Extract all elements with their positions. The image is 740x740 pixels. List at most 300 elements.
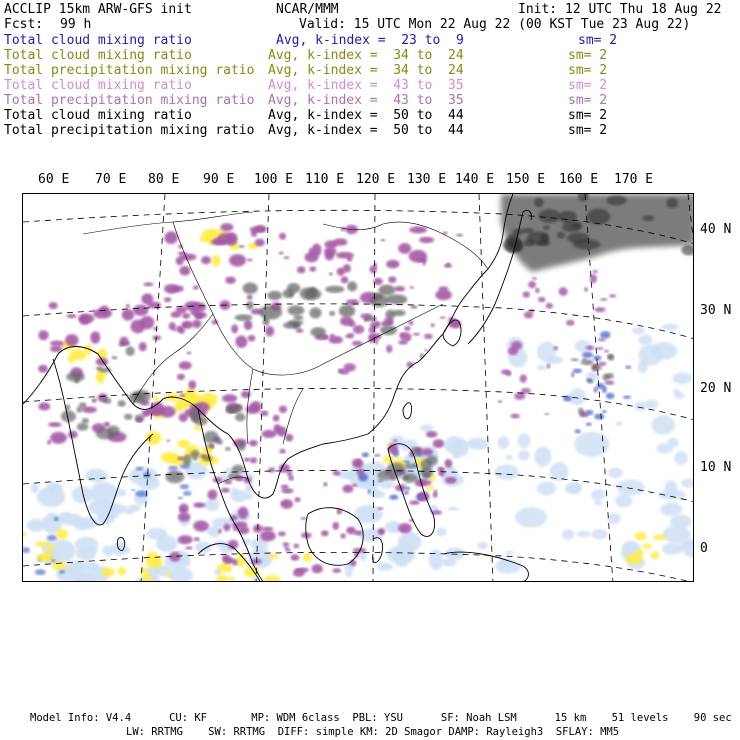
high-cloud-region <box>291 554 300 561</box>
low-cloud-dense <box>136 467 143 471</box>
legend-smoothing: sm= 2 <box>568 108 608 123</box>
high-cloud-region <box>182 313 190 319</box>
high-cloud-region <box>352 484 358 487</box>
model-info-line1: Model Info: V4.4 CU: KF MP: WDM 6class PBL: YSU SF: Noah LSM 15 km 51 levels 90 sec <box>30 712 732 724</box>
longitude-label: 130 E <box>407 172 447 187</box>
low-cloud-dense <box>606 393 615 399</box>
high-cloud-region <box>520 374 527 382</box>
cloud-fields <box>23 194 694 582</box>
high-cloud-region <box>193 502 205 508</box>
low-cloud-region <box>195 542 212 554</box>
high-cloud-region <box>535 288 540 293</box>
high-cloud-region <box>337 267 346 275</box>
map-canvas <box>23 194 694 582</box>
low-cloud-dense <box>59 570 65 574</box>
mid-cloud-region <box>634 532 646 541</box>
top-cloud-region <box>246 301 254 310</box>
low-cloud-dense <box>23 547 30 553</box>
high-cloud-region <box>523 291 530 297</box>
mid-cloud-region <box>653 534 666 540</box>
low-cloud-region <box>60 512 72 519</box>
high-cloud-region <box>378 528 385 535</box>
low-cloud-region <box>338 471 356 479</box>
high-cloud-region <box>197 314 203 318</box>
low-cloud-region <box>568 482 582 493</box>
low-cloud-dense <box>600 331 610 338</box>
top-cloud-region <box>607 354 613 359</box>
top-cloud-region <box>77 423 89 431</box>
longitude-label: 90 E <box>203 172 235 187</box>
high-cloud-region <box>411 305 418 309</box>
latitude-label: 10 N <box>700 460 732 475</box>
top-cloud-region <box>310 327 326 337</box>
top-cloud-region <box>392 310 405 316</box>
legend-smoothing: sm= 2 <box>568 123 608 138</box>
high-cloud-region <box>188 380 196 389</box>
low-cloud-region <box>562 529 575 539</box>
top-cloud-region <box>559 211 577 224</box>
high-cloud-region <box>122 309 134 321</box>
high-cloud-region <box>90 331 100 343</box>
low-cloud-region <box>592 529 608 539</box>
low-cloud-region <box>506 455 513 461</box>
high-cloud-region <box>510 414 520 419</box>
high-cloud-region <box>456 234 463 237</box>
low-cloud-region <box>670 514 692 528</box>
mid-cloud-region <box>211 255 220 267</box>
mid-cloud-region <box>199 236 209 242</box>
high-cloud-region <box>179 266 190 276</box>
longitude-label: 170 E <box>614 172 654 187</box>
top-cloud-region <box>534 198 544 208</box>
high-cloud-region <box>244 458 251 462</box>
high-cloud-region <box>434 490 438 495</box>
high-cloud-region <box>176 326 182 333</box>
high-cloud-region <box>321 530 329 536</box>
low-cloud-region <box>76 546 97 561</box>
low-cloud-dense <box>368 489 371 493</box>
low-cloud-dense <box>54 517 59 521</box>
low-cloud-region <box>623 542 637 555</box>
mid-cloud-region <box>42 552 54 558</box>
high-cloud-region <box>566 320 575 326</box>
high-cloud-region <box>192 320 201 329</box>
latitude-label: 30 N <box>700 303 732 318</box>
high-cloud-region <box>298 568 309 573</box>
low-cloud-region <box>477 542 488 550</box>
top-cloud-region <box>117 400 125 407</box>
low-cloud-region <box>116 489 126 497</box>
low-cloud-dense <box>362 452 369 457</box>
top-cloud-region <box>380 325 397 335</box>
high-cloud-region <box>176 306 187 314</box>
high-cloud-region <box>398 243 411 254</box>
high-cloud-region <box>376 321 380 325</box>
high-cloud-region <box>297 266 306 273</box>
high-cloud-region <box>67 314 77 318</box>
low-cloud-dense <box>389 495 398 500</box>
low-cloud-region <box>674 451 687 465</box>
meridian-140e <box>479 194 493 582</box>
high-cloud-region <box>547 363 551 368</box>
low-cloud-region <box>645 399 659 409</box>
high-cloud-region <box>281 488 293 493</box>
low-cloud-region <box>673 372 693 384</box>
high-cloud-region <box>281 485 289 490</box>
legend-field-name: Total cloud mixing ratio <box>4 108 192 123</box>
model-info-line2: LW: RRTMG SW: RRTMG DIFF: simple KM: 2D Smagor DAMP: Rayleigh3 SFLAY: MM5 <box>126 726 620 738</box>
high-cloud-region <box>398 523 412 533</box>
legend-level-range: Avg, k-index = 23 to 9 <box>276 33 464 48</box>
high-cloud-region <box>293 544 299 549</box>
high-cloud-region <box>224 480 232 485</box>
high-cloud-region <box>170 285 184 292</box>
legend-level-range: Avg, k-index = 50 to 44 <box>268 108 464 123</box>
mid-cloud-region <box>217 563 233 572</box>
top-cloud-region <box>578 408 583 415</box>
low-cloud-dense <box>602 386 607 393</box>
low-cloud-region <box>245 483 254 493</box>
high-cloud-region <box>131 320 146 334</box>
mid-cloud-region <box>177 440 190 448</box>
legend-field-name: Total precipitation mixing ratio <box>4 123 255 138</box>
high-cloud-region <box>444 459 452 468</box>
mid-cloud-region <box>216 574 227 582</box>
mid-cloud-region <box>56 529 68 540</box>
top-cloud-region <box>309 307 321 318</box>
high-cloud-region <box>312 564 323 573</box>
longitude-label: 70 E <box>95 172 127 187</box>
high-cloud-region <box>273 424 281 434</box>
high-cloud-region <box>133 305 149 316</box>
legend-field-name: Total cloud mixing ratio <box>4 33 192 48</box>
high-cloud-region <box>447 262 450 266</box>
top-cloud-region <box>118 342 125 347</box>
mid-cloud-region <box>35 541 48 547</box>
high-cloud-region <box>593 270 598 273</box>
high-cloud-region <box>598 338 606 341</box>
top-cloud-region <box>207 443 214 448</box>
high-cloud-region <box>514 392 525 399</box>
mid-cloud-region <box>146 552 159 568</box>
map-panel <box>22 193 694 582</box>
high-cloud-region <box>218 529 222 534</box>
low-cloud-region <box>662 324 678 331</box>
high-cloud-region <box>282 542 289 546</box>
top-cloud-region <box>305 289 322 300</box>
high-cloud-region <box>346 527 356 535</box>
low-cloud-region <box>97 511 114 525</box>
high-cloud-region <box>164 297 171 302</box>
high-cloud-region <box>418 480 432 486</box>
high-cloud-region <box>126 304 130 308</box>
low-cloud-region <box>594 499 602 506</box>
low-cloud-region <box>518 450 530 461</box>
low-cloud-region <box>498 436 510 449</box>
high-cloud-region <box>268 467 275 472</box>
high-cloud-region <box>248 335 256 342</box>
low-cloud-region <box>85 469 107 482</box>
low-cloud-region <box>632 327 645 335</box>
high-cloud-region <box>301 517 307 520</box>
high-cloud-region <box>183 323 189 327</box>
top-cloud-region <box>96 366 103 370</box>
longitude-label: 140 E <box>455 172 495 187</box>
high-cloud-region <box>348 321 355 327</box>
low-cloud-region <box>376 563 393 571</box>
high-cloud-region <box>193 520 209 531</box>
low-cloud-dense <box>35 569 46 575</box>
legend-level-range: Avg, k-index = 34 to 24 <box>268 63 464 78</box>
high-cloud-region <box>546 303 553 309</box>
low-cloud-region <box>547 356 563 364</box>
high-cloud-region <box>221 488 230 493</box>
top-cloud-region <box>587 379 593 383</box>
high-cloud-region <box>250 457 257 463</box>
mid-cloud-region <box>383 455 394 463</box>
high-cloud-region <box>143 282 153 286</box>
low-cloud-region <box>345 570 352 578</box>
high-cloud-region <box>68 431 78 439</box>
high-cloud-region <box>426 431 437 438</box>
low-cloud-region <box>608 468 623 478</box>
high-cloud-region <box>431 323 435 327</box>
high-cloud-region <box>78 314 94 324</box>
product-title: ACCLIP 15km ARW-GFS init <box>4 2 192 17</box>
longitude-label: 120 E <box>356 172 396 187</box>
low-cloud-region <box>591 489 605 500</box>
top-cloud-region <box>681 245 694 256</box>
high-cloud-region <box>239 245 244 248</box>
high-cloud-region <box>179 361 192 369</box>
high-cloud-region <box>222 555 230 561</box>
legend-smoothing: sm= 2 <box>568 48 608 63</box>
low-cloud-region <box>515 507 547 528</box>
parallel-0 <box>23 552 694 582</box>
mid-cloud-region <box>236 555 246 568</box>
high-cloud-region <box>524 311 533 318</box>
low-cloud-dense <box>405 487 410 490</box>
high-cloud-region <box>187 352 192 355</box>
low-cloud-region <box>205 499 220 511</box>
top-cloud-region <box>225 447 231 451</box>
top-cloud-region <box>607 195 627 205</box>
high-cloud-region <box>571 372 574 377</box>
high-cloud-region <box>593 387 597 393</box>
top-cloud-region <box>79 402 87 408</box>
top-cloud-region <box>421 459 432 471</box>
coastline-sulawesi <box>373 538 383 563</box>
low-cloud-region <box>48 483 63 495</box>
top-cloud-region <box>74 377 80 384</box>
high-cloud-region <box>437 467 444 471</box>
high-cloud-region <box>225 276 236 283</box>
low-cloud-region <box>74 518 91 530</box>
top-cloud-region <box>183 454 192 465</box>
mid-cloud-region <box>268 554 280 559</box>
low-cloud-region <box>638 344 663 365</box>
top-cloud-region <box>135 414 145 422</box>
top-cloud-region <box>571 222 582 229</box>
top-cloud-region <box>283 289 295 298</box>
top-cloud-region <box>204 431 219 444</box>
legend-level-range: Avg, k-index = 43 to 35 <box>268 78 464 93</box>
low-cloud-region <box>396 560 408 567</box>
high-cloud-region <box>178 535 193 544</box>
mid-cloud-region <box>97 349 107 360</box>
high-cloud-region <box>249 440 258 447</box>
mid-cloud-region <box>426 485 434 490</box>
high-cloud-region <box>400 332 412 341</box>
high-cloud-region <box>584 287 588 292</box>
top-cloud-region <box>235 413 245 422</box>
low-cloud-region <box>607 513 620 524</box>
high-cloud-region <box>287 471 293 476</box>
top-cloud-region <box>540 233 549 244</box>
high-cloud-region <box>223 524 230 532</box>
high-cloud-region <box>323 482 327 486</box>
high-cloud-region <box>166 440 170 443</box>
low-cloud-dense <box>602 410 607 413</box>
high-cloud-region <box>47 440 51 445</box>
mid-cloud-region <box>166 571 171 577</box>
high-cloud-region <box>424 334 433 339</box>
mid-cloud-region <box>303 553 312 562</box>
low-cloud-region <box>634 401 646 411</box>
legend-smoothing: sm= 2 <box>568 78 608 93</box>
latitude-label: 0 <box>700 541 708 556</box>
low-cloud-region <box>615 494 632 508</box>
high-cloud-region <box>265 326 274 337</box>
meridian-80e <box>141 194 165 582</box>
high-cloud-region <box>251 229 257 237</box>
mid-cloud-region <box>23 532 27 537</box>
high-cloud-region <box>226 232 238 245</box>
high-cloud-region <box>419 237 434 243</box>
mid-cloud-region <box>69 349 87 360</box>
high-cloud-region <box>357 468 365 476</box>
high-cloud-region <box>247 295 253 300</box>
low-cloud-dense <box>135 490 148 497</box>
legend-level-range: Avg, k-index = 34 to 24 <box>268 48 464 63</box>
high-cloud-region <box>353 325 364 334</box>
high-cloud-region <box>508 347 518 355</box>
high-cloud-region <box>345 335 350 338</box>
high-cloud-region <box>586 346 595 351</box>
high-cloud-region <box>178 512 191 521</box>
high-cloud-region <box>285 434 293 442</box>
top-cloud-region <box>364 316 377 321</box>
top-cloud-region <box>166 470 185 483</box>
high-cloud-region <box>544 413 549 415</box>
low-cloud-region <box>495 464 519 480</box>
top-cloud-region <box>124 414 133 420</box>
low-cloud-region <box>674 392 685 399</box>
longitude-label: 100 E <box>254 172 294 187</box>
low-cloud-region <box>569 388 586 405</box>
legend-smoothing: sm= 2 <box>568 93 608 108</box>
low-cloud-dense <box>594 414 604 420</box>
high-cloud-region <box>177 374 185 380</box>
high-cloud-region <box>404 326 411 331</box>
mid-cloud-region <box>154 396 160 401</box>
high-cloud-region <box>247 258 253 261</box>
forecast-hour-label: Fcst: <box>4 17 44 32</box>
high-cloud-region <box>368 327 375 334</box>
high-cloud-region <box>92 398 97 403</box>
low-cloud-region <box>681 479 694 488</box>
legend-level-range: Avg, k-index = 43 to 35 <box>268 93 464 108</box>
top-cloud-region <box>293 315 303 320</box>
legend-field-name: Total precipitation mixing ratio <box>4 63 255 78</box>
high-cloud-region <box>424 349 427 351</box>
high-cloud-region <box>164 231 177 244</box>
high-cloud-region <box>273 415 280 422</box>
high-cloud-region <box>498 400 502 403</box>
high-cloud-region <box>38 402 50 410</box>
mid-cloud-region <box>635 549 644 556</box>
high-cloud-region <box>413 333 420 336</box>
top-cloud-region <box>103 398 112 404</box>
high-cloud-region <box>222 394 237 402</box>
low-cloud-region <box>495 559 521 574</box>
low-cloud-region <box>617 479 645 495</box>
high-cloud-region <box>139 342 147 351</box>
low-cloud-dense <box>178 497 183 500</box>
high-cloud-region <box>341 276 349 283</box>
high-cloud-region <box>160 406 175 418</box>
top-cloud-region <box>125 346 134 356</box>
high-cloud-region <box>50 341 64 347</box>
high-cloud-region <box>220 223 233 231</box>
high-cloud-region <box>381 239 386 242</box>
mid-cloud-region <box>118 567 126 576</box>
high-cloud-region <box>538 297 546 302</box>
top-cloud-region <box>202 455 212 461</box>
high-cloud-region <box>179 503 189 513</box>
top-cloud-region <box>643 215 655 221</box>
top-cloud-region <box>543 225 550 230</box>
top-cloud-region <box>325 286 344 293</box>
high-cloud-region <box>260 531 276 542</box>
low-cloud-dense <box>623 396 631 400</box>
high-cloud-region <box>48 422 61 427</box>
top-cloud-region <box>235 314 253 321</box>
high-cloud-region <box>600 298 607 301</box>
high-cloud-region <box>374 340 378 344</box>
top-cloud-region <box>190 450 199 459</box>
top-cloud-region <box>571 358 579 361</box>
top-cloud-region <box>259 305 282 319</box>
low-cloud-region <box>537 481 557 495</box>
low-cloud-dense <box>582 352 593 358</box>
low-cloud-region <box>638 335 652 346</box>
high-cloud-region <box>595 307 606 312</box>
top-cloud-region <box>82 418 90 424</box>
low-cloud-region <box>436 528 446 536</box>
high-cloud-region <box>179 394 185 397</box>
top-cloud-region <box>329 311 335 316</box>
top-cloud-region <box>403 475 409 479</box>
mid-cloud-region <box>395 457 403 460</box>
low-cloud-region <box>102 545 114 556</box>
high-cloud-region <box>343 363 355 372</box>
high-cloud-region <box>278 531 286 536</box>
top-cloud-region <box>581 360 594 366</box>
high-cloud-region <box>96 358 109 366</box>
legend-smoothing: sm= 2 <box>578 33 618 48</box>
low-cloud-region <box>662 525 690 543</box>
